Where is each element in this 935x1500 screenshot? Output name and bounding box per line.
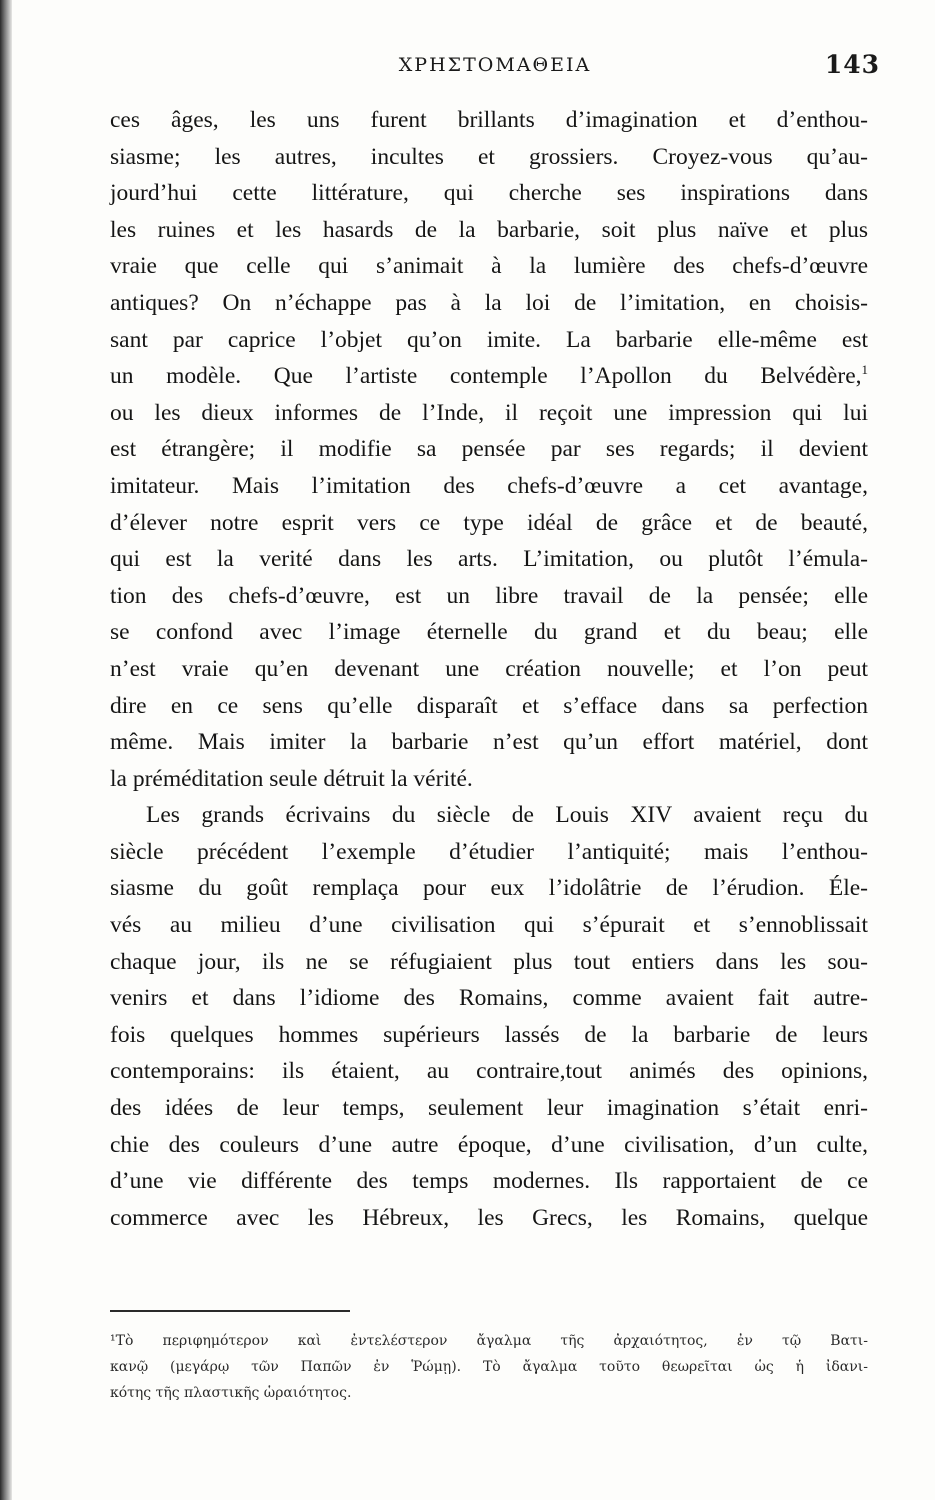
text-line-29: chie des couleurs d’une autre époque, d’une civilisation, d’un culte, xyxy=(110,1131,868,1158)
footnote-line-1: ¹Τὸ περιφημότερον καὶ ἐντελέστερον ἄγαλμα τῆς ἀρχαιότητος, ἐν τῷ Βατι- xyxy=(110,1333,868,1349)
text-line-7: sant par caprice l’objet qu’on imite. La barbarie elle-même est xyxy=(110,326,868,353)
page-binding-edge xyxy=(0,0,12,1500)
text-line-9: ou les dieux informes de l’Inde, il reçoit une impression qui lui xyxy=(110,399,868,426)
text-line-13: qui est la verité dans les arts. L’imitation, ou plutôt l’émula- xyxy=(110,546,868,573)
text-line-20: Les grands écrivains du siècle de Louis XIV avaient reçu du xyxy=(146,802,868,829)
text-line-26: fois quelques hommes supérieurs lassés de la barbarie de leurs xyxy=(110,1021,868,1048)
text-line-2: siasme; les autres, incultes et grossiers. Croyez-vous qu’au- xyxy=(110,143,868,170)
text-line-25: venirs et dans l’idiome des Romains, comme avaient fait autre- xyxy=(110,985,868,1012)
text-line-14: tion des chefs-d’œuvre, est un libre travail de la pensée; elle xyxy=(110,582,868,609)
text-line-16: n’est vraie qu’en devenant une création nouvelle; et l’on peut xyxy=(110,655,868,682)
text-line-6: antiques? On n’échappe pas à la loi de l’imitation, en choisis- xyxy=(110,289,868,316)
running-title: ΧΡΗΣΤΟΜΑΘΕΙΑ xyxy=(398,54,592,76)
text-line-24: chaque jour, ils ne se réfugiaient plus tout entiers dans les sou- xyxy=(110,948,868,975)
text-line-10: est étrangère; il modifie sa pensée par ses regards; il devient xyxy=(110,436,868,463)
text-line-12: d’élever notre esprit vers ce type idéal de grâce et de beauté, xyxy=(110,509,868,536)
text-line-31: commerce avec les Hébreux, les Grecs, les Romains, quelque xyxy=(110,1204,868,1231)
text-line-19: la préméditation seule détruit la vérité. xyxy=(110,765,473,792)
text-line-4: les ruines et les hasards de la barbarie, soit plus naïve et plus xyxy=(110,216,868,243)
footnote-divider xyxy=(110,1310,350,1312)
footnote-line-3: κότης τῆς πλαστικῆς ὡραιότητος. xyxy=(110,1385,352,1401)
text-line-15: se confond avec l’image éternelle du grand et du beau; elle xyxy=(110,619,868,646)
text-line-11: imitateur. Mais l’imitation des chefs-d’œuvre a cet avantage, xyxy=(110,472,868,499)
text-line-18: même. Mais imiter la barbarie n’est qu’un effort matériel, dont xyxy=(110,729,868,756)
text-line-22: siasme du goût remplaça pour eux l’idolâtrie de l’érudion. Éle- xyxy=(110,875,868,902)
text-line-27: contemporains: ils étaient, au contraire,tout animés des opinions, xyxy=(110,1058,868,1085)
text-line-17: dire en ce sens qu’elle disparaît et s’efface dans sa perfection xyxy=(110,692,868,719)
text-line-21: siècle précédent l’exemple d’étudier l’antiquité; mais l’enthou- xyxy=(110,838,868,865)
text-line-23: vés au milieu d’une civilisation qui s’épurait et s’ennoblissait xyxy=(110,912,868,939)
footnotes xyxy=(110,1328,868,1406)
text-line-8 xyxy=(110,358,868,395)
text-line-5: vraie que celle qui s’animait à la lumière des chefs-d’œuvre xyxy=(110,253,868,280)
footnote-line-2: κανῷ (μεγάρῳ τῶν Παπῶν ἐν Ῥώμῃ). Τὸ ἄγαλμα τοῦτο θεωρεῖται ὡς ἡ ἰδανι- xyxy=(110,1359,868,1375)
body-text xyxy=(110,102,868,1236)
text-line-30: d’une vie différente des temps modernes. Ils rapportaient de ce xyxy=(110,1168,868,1195)
footnote-reference: 1 xyxy=(861,362,868,378)
page-number: 143 xyxy=(824,50,880,79)
text-line-28: des idées de leur temps, seulement leur imagination s’était enri- xyxy=(110,1095,868,1122)
running-head xyxy=(110,48,880,88)
text-line-1: ces âges, les uns furent brillants d’imagination et d’enthou- xyxy=(110,107,868,133)
text-line-3: jourd’hui cette littérature, qui cherche ses inspirations dans xyxy=(110,180,868,207)
text-line-8-content: un modèle. Que l’artiste contemple l’Apollon du Belvédère, xyxy=(110,363,862,390)
